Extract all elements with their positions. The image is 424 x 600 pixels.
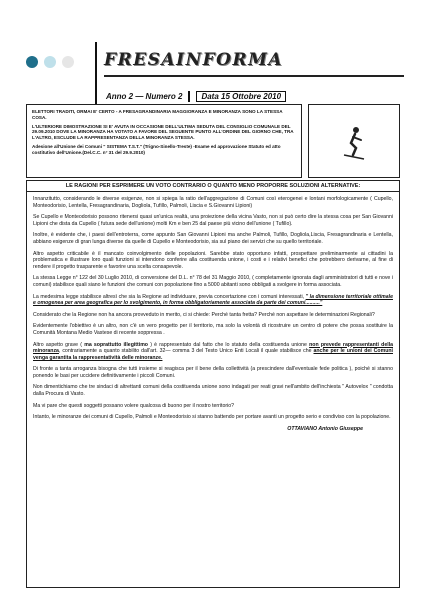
header-divider	[95, 42, 97, 104]
logo-box	[308, 104, 400, 178]
notice-p2: L'ULTERIORE DIMOSTRAZIONE SI E' AVUTA IN OCCASIONE DELL'ULTIMA SEDUTA DEL CONSIGLIO COMUNALE DEL 29.09.2010 DOVE LA MINORANZA HA VOTATO A FAVORE DEL SEGUENTE PUNTO ALL'ORDINE DEL GIORNO CHE, TRA L'ALTRO, ESCLUDE LA RAPPRESENTANZA DELLA MINORANZA STESSA.	[32, 123, 294, 141]
p9-part-f: anche per le unioni dei Comuni venga garantita la rappresentatività delle minoranze.	[33, 348, 393, 361]
dot-3	[62, 56, 74, 68]
dot-2	[44, 56, 56, 68]
p9-part-a: Altro aspetto grave (	[33, 341, 85, 348]
section-heading: LE RAGIONI PER ESPRIMERE UN VOTO CONTRARIO O QUANTO MENO PROPORRE SOLUZIONI ALTERNATIVE:	[26, 180, 400, 192]
paragraph-9	[33, 342, 393, 362]
paragraph-8: Evidentemente l'obiettivo è un altro, non c'è un vero progetto per il territorio, ma solo la volontà di ricostruire un centro di potere che possa sostituire la Comunità Montana Medio Vastese di recente soppressa .	[33, 323, 393, 336]
paragraph-7: Consideratо che la Regione non ha ancora provveduto in merito, ci si chiede: Perché tanta fretta? Perché non aspettare le determinazioni Regionali?	[33, 311, 375, 318]
paragraph-11: Non dimentichiamo che tre sindaci di altrettanti comuni della costituenda unione sono indagati per reati gravi nell'ambito dell'inchiesta " Autovelox " condotta dalla Procura di Vasto.	[33, 384, 393, 398]
notice-p3: Adesione all'Unione dei Comuni " SISTEMA T.S.T." (Trigno-Sinello-Treste) -Esame ed approvazione Statuto ed atto costitutivo dell'Unione.(Del.C.C. n° 31 del 29.9.2010)	[32, 143, 281, 155]
paragraph-5: La stessa Legge n° 122 del 30 Luglio 2010, di conversione del D.L. n° 78 del 31 Maggio 2010, ( completamente ignorata dagli amministratori di tutti e nove i comuni) stabilisce quali siano le funzioni che comuni con popolazione fino a 5000 abitanti sono obbligati a svolgere in forma associata.	[33, 275, 393, 288]
notice-p1: ELETTORI TRADITI, ORMAI E' CERTO - A FRESAGRANDINARIA MAGGIORANZA E MINORANZA SONO LA STESSA COSA.	[32, 109, 283, 120]
issue-separator	[188, 91, 190, 102]
paragraph-1: Innanzitutto, considerando le diverse esigenze, non si spiega la ratio dell'aggregazione di Comuni così eterogenei e lontani morfologicamente ( Cupello, Monteodorisio, Lentella, Fresagrandinaria, Dogliola, Tufillo, Palmoli, Liscia e S.Giovanni Lipioni)	[33, 196, 393, 209]
skier-logo-icon	[334, 121, 374, 161]
title-underline	[104, 75, 404, 77]
paragraph-2: Se Cupello e Monteodorisio possono ritenersi quasi un'unica realtà, una proiezione della vicina Vasto, non si può certo dire la stessa cosa per San Giovanni Lipioni che dista da Cupello ( futura sede dell'unione) molti Km e ben 25 dal paese più vicino dell'unione ( Tufillo).	[33, 214, 393, 227]
paragraph-3: Inoltre, è evidente che, i paesi dell'entroterra, come appunto San Giovanni Lipioni ma anche Palmoli, Tufillo, Dogliola,Liscia, Fresagrandinaria e Lentella, abbiano esigenze di gran lunga diverse da quelle di Cupello e Monteodorisio, sia sul piano dei servizi che su quello territoriale.	[33, 232, 393, 245]
paragraph-13: Intanto, le minoranze dei comuni di Cupello, Palmoli e Monteodorisio si stanno battendo per portare avanti un progetto serio e condiviso con la popolazione.	[33, 414, 391, 421]
paragraph-6-text: La medesima legge stabilisce altresì che sia la Regione ad individuare, previa concertazione con i comuni interessati,	[33, 293, 306, 300]
newsletter-title: FRESAINFORMA	[104, 50, 284, 70]
paragraph-10: Di fronte a tanta arroganza bisogna che tutti insieme si reagisca per il bene della collettività (a prescindere dall'eventuale fede politica ), poiché si stanno ponendo le basi per uccidere definitivamente i piccoli Comuni.	[33, 366, 393, 379]
dot-1	[26, 56, 38, 68]
issue-line	[106, 91, 286, 102]
issue-number: Anno 2 — Numero 2	[106, 92, 183, 101]
p9-part-b: ma soprattutto illegittimo	[84, 341, 148, 348]
paragraph-4: Altro aspetto criticabile è il mancato coinvolgimento delle popolazioni. Sarebbe stato opportuno infatti, prospettare preliminarmente ai cittadini la problematica e illustrare loro quali funzioni si intendono conferire alla costituenda unione, i costi e i relativi benefici che potrebbero derivarne, al fine di rendere il progetto trasparente e favorire una scelta consapevole.	[33, 250, 393, 270]
p9-part-e: , contrariamente a quanto stabilito dall'art. 32— comma 3 del Testo Unico Enti Locali il quale stabilisce che	[58, 348, 314, 355]
p9-part-d: non prevede rappresentanti della minoranza	[33, 341, 393, 355]
decorative-dots	[26, 56, 74, 68]
paragraph-6-quote: " la dimensione territoriale ottimale e omogenea per area geografica per lo svolgimento, in forma obbligatoriamente associata da parte dei comuni.........."	[33, 293, 393, 307]
paragraph-12: Ma vi pare che questi soggetti possano volere qualcosa di buono per il nostro territorio?	[33, 402, 234, 409]
signature: OTTAVIANO Antonio Giuseppe	[287, 425, 363, 432]
paragraph-6	[33, 294, 393, 307]
p9-part-c: ) è rappresentato dal fatto che lo statuto della costituenda unione	[147, 341, 310, 348]
article-body	[26, 192, 400, 588]
notice-box	[26, 104, 302, 178]
issue-date: Data 15 Ottobre 2010	[196, 91, 286, 102]
